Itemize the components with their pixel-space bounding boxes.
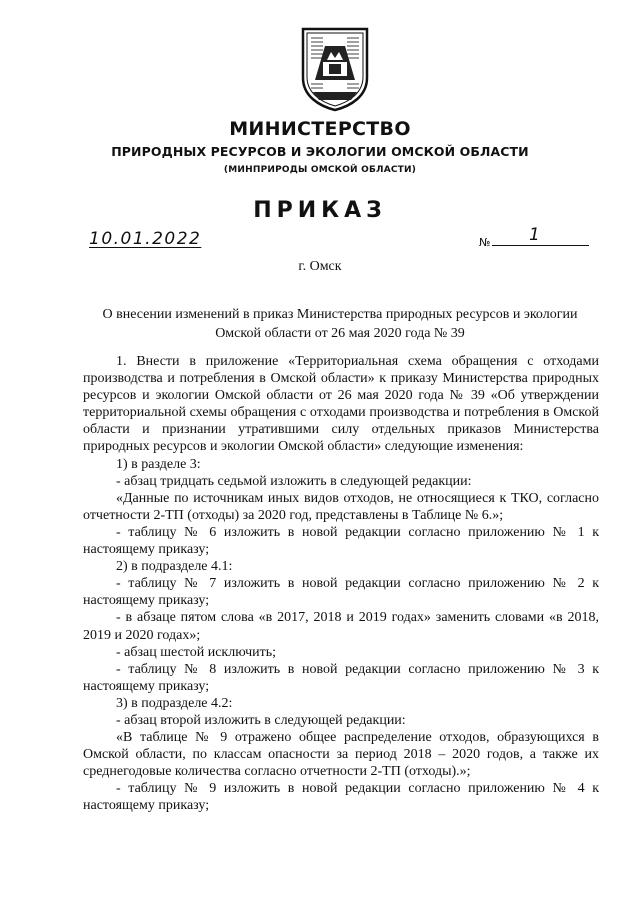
paragraph: 3) в подразделе 4.2: (116, 695, 233, 711)
paragraph: - таблицу № 9 изложить в новой редакции согласно приложению № 4 к настоящему приказу; (83, 781, 599, 814)
ministry-title: МИНИСТЕРСТВО (229, 118, 411, 140)
paragraph: - абзац тридцать седьмой изложить в следующей редакции: (116, 473, 472, 489)
paragraph: - таблицу № 6 изложить в новой редакции согласно приложению № 1 к настоящему приказу; (83, 524, 599, 558)
order-subject: О внесении изменений в приказ Министерства природных ресурсов и экологии Омской области от 26 мая 2020 года № 39 (102, 307, 578, 341)
order-body (83, 353, 599, 815)
order-number-underline (492, 245, 589, 246)
order-title: ПРИКАЗ (253, 198, 387, 223)
paragraph: - таблицу № 8 изложить в новой редакции согласно приложению № 3 к настоящему приказу; (83, 661, 599, 694)
ministry-short-name: (МИНПРИРОДЫ ОМСКОЙ ОБЛАСТИ) (223, 165, 417, 175)
coat-of-arms-emblem (299, 26, 371, 112)
paragraph: «В таблице № 9 отражено общее распределение отходов, образующихся в Омской области, по классам опасности за период 2018 – 2020 годов, а также их среднегодовые количества согласно отчетности 2-ТП (отходы).»; (83, 730, 599, 780)
paragraph: «Данные по источникам иных видов отходов, не относящиеся к ТКО, согласно отчетности 2-ТП (отходы) за 2020 год, представлены в Таблице № 6.»; (83, 490, 599, 523)
order-number-label: № (479, 236, 491, 249)
paragraph: - абзац шестой исключить; (116, 644, 277, 660)
paragraph: 2) в подразделе 4.1: (116, 559, 233, 575)
order-date: 10.01.2022 (89, 229, 202, 249)
paragraph: 1. Внести в приложение «Территориальная схема обращения с отходами производства и потребления в Омской области» к приказу Министерства природных ресурсов и экологии Омской области от 26 мая 2020 года № 39 «Об утверждении территориальной схемы обращения с отходами производства и потребления в Омской области и признании утратившими силу отдельных приказов Министерства природных ресурсов и экологии Омской области» следующие изменения: (83, 354, 599, 455)
paragraph: - абзац второй изложить в следующей редакции: (116, 712, 406, 728)
paragraph: - в абзаце пятом слова «в 2017, 2018 и 2019 годах» заменить словами «в 2018, 2019 и 2020 годах»; (83, 610, 599, 643)
paragraph: - таблицу № 7 изложить в новой редакции согласно приложению № 2 к настоящему приказу; (83, 576, 599, 609)
ministry-full-name: ПРИРОДНЫХ РЕСУРСОВ И ЭКОЛОГИИ ОМСКОЙ ОБЛАСТИ (111, 144, 529, 159)
city: г. Омск (298, 259, 342, 274)
order-number-value: 1 (529, 225, 540, 245)
paragraph: 1) в разделе 3: (116, 456, 201, 472)
